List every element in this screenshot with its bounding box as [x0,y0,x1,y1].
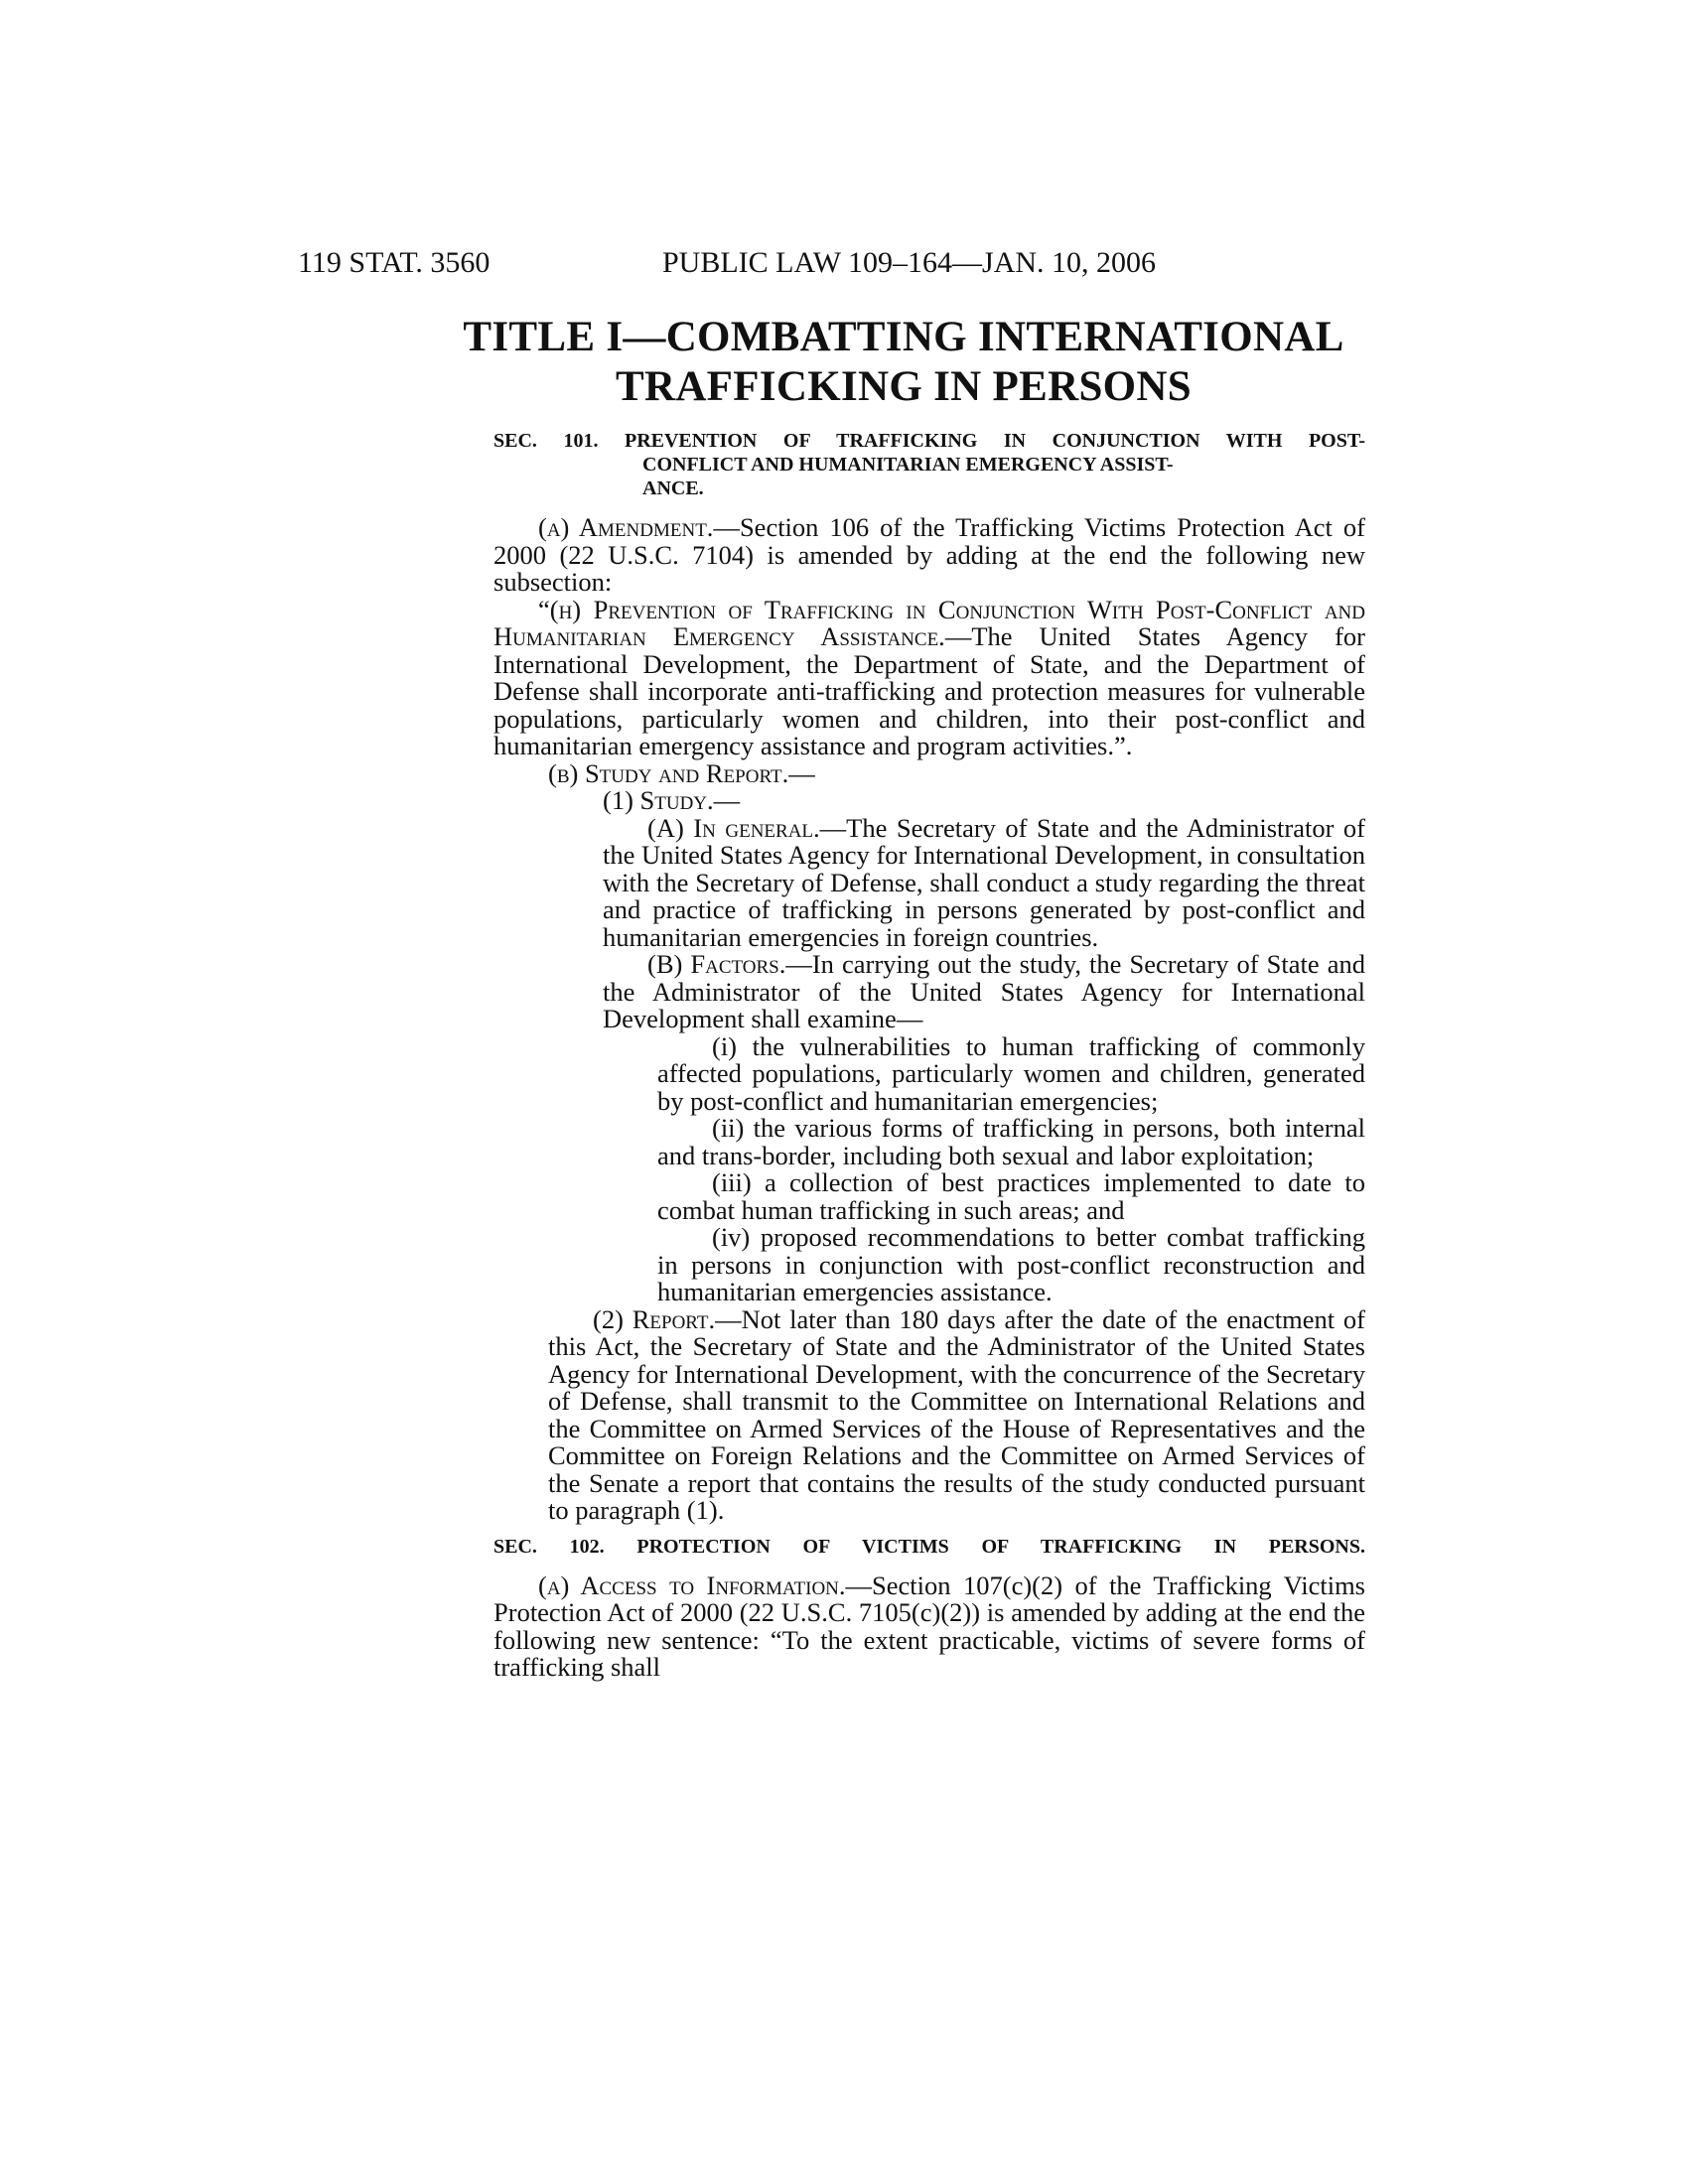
title-line-2: TRAFFICKING IN PERSONS [615,363,1192,410]
subparagraph-B-text: —In carrying out the study, the Secretary of State and the Administrator of the United States Agency for International Development shall examine— [603,949,1365,1033]
section-102-a-text: —Section 107(c)(2) of the Trafficking Victims Protection Act of 2000 (22 U.S.C. 7105(c)(2)) is amended by adding at the end the following new sentence: “To the extent practicable, victims of severe forms of trafficking shall [493,1570,1365,1682]
subsection-h-label: “(h) Prevention of Trafficking in Conjunction With Post-Conflict and Humanitarian Emergency Assistance. [493,594,1365,651]
subsection-a-text: —Section 106 of the Trafficking Victims Protection Act of 2000 (22 U.S.C. 7104) is amended by adding at the end the following new subsection: [493,512,1365,597]
section-101-heading-line-1: SEC. 101. PREVENTION OF TRAFFICKING IN CONJUNCTION WITH POST- [493,430,1365,452]
clause-ii: (ii) the various forms of trafficking in persons, both internal and trans-border, including both sexual and labor exploitation; [657,1113,1365,1170]
section-102-heading-text: SEC. 102. PROTECTION OF VICTIMS OF TRAFFICKING IN PERSONS. [493,1535,1365,1558]
running-header [298,246,1370,286]
section-102-heading [493,1535,1365,1559]
public-law-citation: PUBLIC LAW 109–164—JAN. 10, 2006 [662,246,1157,279]
paragraph-1-study-label [493,787,1365,815]
section-101-heading-line-3: ANCE. [642,478,704,499]
subsection-b-label-text: (b) Study and Report.— [548,757,815,788]
subsection-a-label: (a) Amendment. [538,512,714,542]
clause-iii: (iii) a collection of best practices implemented to date to combat human trafficking in such areas; and [657,1167,1365,1225]
title-line-1: TITLE I—COMBATTING INTERNATIONAL [463,314,1344,360]
section-101-heading-line-2: CONFLICT AND HUMANITARIAN EMERGENCY ASSIST- [642,454,1174,476]
subparagraph-B-label: (B) Factors. [647,949,786,979]
subparagraph-A-paragraph [603,812,1365,952]
subsection-h-quoted [493,594,1365,760]
section-102-a-label: (a) Access to Information. [538,1570,846,1600]
clauses-list [493,1030,1365,1306]
subsection-a-amendment [493,514,1365,597]
section-102-subsection-a [493,1572,1365,1682]
title-heading [397,313,1410,412]
clause-iv: (iv) proposed recommendations to better combat trafficking in persons in conjunction with post-conflict reconstruction and humanitarian emergencies assistance. [657,1222,1365,1306]
subparagraph-A-label: (A) In general. [647,812,820,843]
clause-i: (i) the vulnerabilities to human trafficking of commonly affected populations, particularly women and children, generated by post-conflict and humanitarian emergencies; [657,1030,1365,1116]
subparagraph-B-paragraph [603,951,1365,1033]
subsection-b-label [493,757,1365,788]
paragraph-2-report [493,1303,1366,1525]
subparagraph-A-text: —The Secretary of State and the Administrator of the United States Agency for International Development, in consultation with the Secretary of Defense, shall conduct a study regarding the threat and practice of trafficking in persons generated by post-conflict and humanitarian emergencies in foreign countries. [603,812,1365,952]
paragraph-2-text: —Not later than 180 days after the date of the enactment of this Act, the Secretary of State and the Administrator of the United States Agency for International Development, with the concurrence of the Secretary of Defense, shall transmit to the Committee on International Relations and the Committee on Armed Services of the House of Representatives and the Committee on Foreign Relations and the Committee on Armed Services of the Senate a report that contains the results of the study conducted pursuant to paragraph (1). [548,1303,1366,1525]
subsection-h-text: —The United States Agency for International Development, the Department of State, and the Department of Defense shall incorporate anti-trafficking and protection measures for vulnerable populations, particularly women and children, into their post-conflict and humanitarian emergency assistance and program activities.”. [493,621,1365,760]
subparagraph-A [493,812,1365,1033]
paragraph-1-label-text: (1) Study.— [603,785,741,815]
section-101-heading [493,429,1365,500]
paragraph-2-paragraph [548,1303,1366,1525]
statute-page-number: 119 STAT. 3560 [298,246,491,279]
document-body [493,429,1365,1682]
paragraph-2-label: (2) Report. [593,1303,716,1334]
